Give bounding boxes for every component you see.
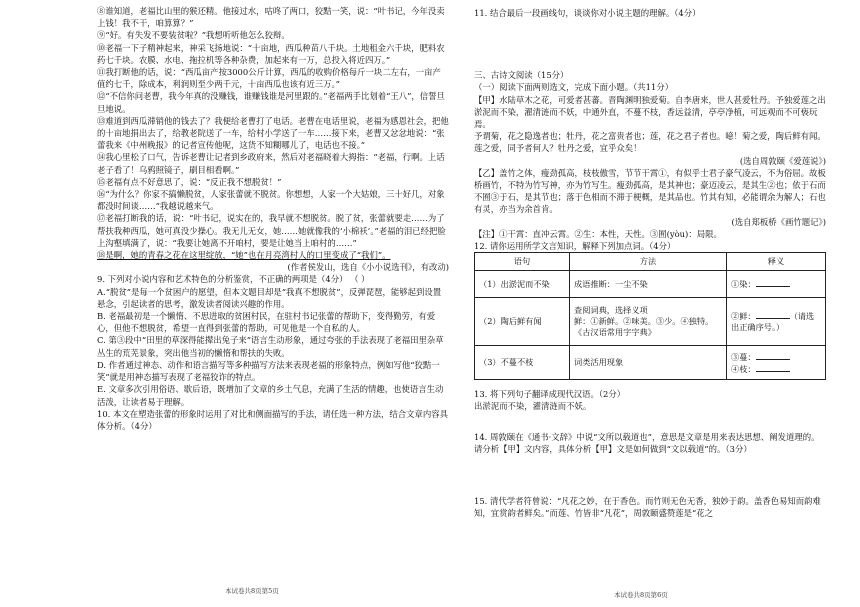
story-source: (作者侯发山，选自《小小说选刊》，有改动) [287,262,449,273]
row-2-answer: ②鲜： （请选出正确序号。） [727,298,826,346]
story-text [97,5,449,432]
para-14: ⑭我心里松了口气，告诉老曹让记者到乡政府来，然后对老福晓着大拇指：“老福，行啊。上话老子看了！乌鸦照镜子，刷目相看啊。” [97,152,445,175]
left-footer: 本试卷共8页第5页 [225,587,279,595]
answer-space-11 [474,19,826,69]
passage-yi: 【乙】盖竹之体，瘦劲孤高，枝枝傲雪，节节干霄①，有似乎士君子豪气凌云，不为俗屈。故板桥画竹，不特为竹写神，亦为竹写生。瘦劲孤高，是其神也；豪迈凌云，是其生②也；依于石而不囿③于石，是其节也；落于色相而不滞于梗概，是其品也。竹其有知，必能谓余为解人；石也有灵，亦当为余首肯。 [474,167,826,215]
question-14: 14. 周敦颐在《通书·文辞》中说“文所以载道也”，意思是文章是用来表达思想、阐发道理的。请分析【甲】文内容，具体分析【甲】文是如何做到“文以载道”的。（3分） [474,431,820,454]
question-10: 10. 本文在塑造张蕾的形象时运用了对比和侧面描写的手法，请任选一种方法，结合文章内容具体分析。（4分） [97,408,448,431]
row-2-method: 查阅词典，选择义项 鲜：①新鲜。②味美。③少。④独特。 《古汉语常用字字典》 [570,298,727,346]
question-9: 9. 下列对小说内容和艺术特色的分析鉴赏，不正确的两项是（4分） （ ） [97,274,370,285]
para-16: ⑯“为什么？你家不搞懒脱贫，人家张蕾就不脱贫。你想想，人家一个大姑娘，三十好几，对象都没时间谈……”我越说越来气。 [97,189,445,212]
passage-jia-2: 予谓菊，花之隐逸者也；牡丹，花之富贵者也；莲，花之君子者也。噫！菊之爱，陶后鲜有闻。莲之爱，同予者何人？牡丹之爱，宜乎众矣！ [474,131,826,154]
jia-source: (选自周敦颐《爱莲说》) [739,155,826,166]
yi-label: 【乙】 [474,167,500,178]
row-2-sentence: （2）陶后鲜有闻 [475,298,570,346]
answer-blank-1[interactable] [756,278,790,287]
answer-blank-2[interactable] [756,310,790,319]
vocab-table [474,252,826,380]
table-row [475,271,826,298]
q13-sentence: 出淤泥而不染，濯清涟而不妖。 [474,401,592,412]
q9-option-d: D. 作者通过神态、动作和语言描写等多种描写方法来表现老福的形象特点，例如写他“狡黠一笑”就是用神态描写表现了老福狡诈的特点。 [97,359,440,383]
answer-blank-3[interactable] [756,351,790,360]
table-header-row [475,253,826,271]
passage-jia: 【甲】水陆草木之花，可爱者甚蕃。晋陶渊明独爱菊。自李唐来，世人甚爱牡丹。予独爱莲之出淤泥而不染，濯清涟而不妖，中通外直，不蔓不枝，香远益清，亭亭净植，可远观而不可亵玩焉。 [474,94,826,130]
table-row [475,298,826,346]
col-header-meaning: 释义 [727,253,826,271]
para-12: ⑫“不信你问老曹，我今年真的没赚钱，谁赚钱谁是河里跟的。”老福两手比划着“王八”，信誓旦旦地说。 [97,91,445,114]
table-row [475,346,826,380]
q9-option-e: E. 文章多次引用俗语、歇后语，既增加了文章的乡土气息，充满了生活的情趣，也使语言生动活泼，让读者易于理解。 [97,384,444,407]
row-1-method: 成语推断：一尘不染 [570,271,727,298]
answer-blank-4[interactable] [756,363,790,372]
row-1-sentence: （1）出淤泥而不染 [475,271,570,298]
para-13: ⑬难道到西瓜滞销他的钱去了？我便给老曹打了电话。老曹在电话里说，老福为感恩社会，把他的十亩地捐出去了，给教老院送了一车，给村小学送了一车……接下来，老曹又忿忿地说：“张蕾我来《中州晚报》的记者宣传他呢，这货不知糊哪儿了，电话也不接。” [97,115,449,151]
question-15: 15. 清代学者符曾说：“凡花之妙，在于香色。而竹则无色无香，独妙于韵。盖香色易知而韵难知，宜赏韵者鲜矣。”而莲、竹皆非“凡花”，周敦颐盛赞莲是“花之 [474,496,821,519]
row-3-answer: ③蔓： ④枝： [727,346,826,380]
para-8: ⑧谁知道，老福比山里的猴还精。他接过水，咕咚了两口，狡黠一笑，说：“叶书记，今年没卖上钱！我不干，咱算算？” [97,6,445,29]
answer-space-13 [474,413,826,431]
para-11: ⑪我打断他的话，说：“西瓜亩产按3000公斤计算，西瓜的收购价格每斤一块二左右，一亩产值约七千，除成本，利润则至少两千元，十亩西瓜也该有近三万。” [97,67,441,90]
para-15: ⑮老福有点不好意思了，说：“反正我不想脱贫！” [97,176,282,187]
para-9: ⑨“好。有失发不要装贫啦？”我想听听他怎么狡辩。 [97,30,290,41]
right-footer: 本试卷共8页第6页 [614,591,668,599]
q9-option-a: A.“脱贫”是每一个贫困户的愿望，但本文题目却是“我真不想脱贫”，反弹琵琶，能够起到设置悬念，引起读者的思考，激发读者阅读兴趣的作用。 [97,286,442,309]
q9-option-c: C. 第③段中“田里的草深得能撵出兔子来”语言生动形象，通过夸张的手法表现了老福田里杂草丛生的荒芜景象，突出他当初的懒惰和帮扶的失败。 [97,335,444,358]
right-content [474,7,826,519]
answer-space-14 [474,455,826,495]
row-3-sentence: （3）不蔓不枝 [475,346,570,380]
para-10: ⑩老福一下子精神起来，神采飞扬地说：“十亩地，西瓜种苗八千块。土地租金六千块，肥料农药七千块。农膜、水电、拖拉机等各种杂费，加起来有一万，总投入将近四万。” [97,42,445,65]
col-header-method: 方法 [570,253,727,271]
section-heading: 三、古诗文阅读（15分） [474,70,569,81]
jia-label: 【甲】 [474,94,500,105]
question-12: 12. 请你运用所学文言知识，解释下列加点词。（4分） [474,241,676,252]
sub-heading: （一）阅读下面两则选文，完成下面小题。（共11分） [474,82,674,93]
col-header-sentence: 语句 [475,253,570,271]
annotation-note: 【注】①干霄：直冲云霄。②生：本性，天性。③囿(yòu)：局限。 [474,228,722,239]
yi-source: (选自郑板桥《画竹题记》) [731,216,826,227]
question-13: 13. 将下列句子翻译成现代汉语。（2分） [474,389,626,400]
para-17: ⑰老福打断我的话，说：“叶书记，说实在的，我早就不想脱贫。脱了贫，张蕾就要走……为了帮扶我种西瓜，她可真没少操心。我无儿无女，她……她就像我的‘小棉袄’。”老福的泪已经把脸上沟壑填满了，说：“我要让她离不开咱村，要是让她当上咱村的……” [97,213,446,248]
row-3-method: 词类活用现象 [570,346,727,380]
para-18: ⑱是啊，她的青春之花在这里绽放，“她”也在月亮湾村人的口里变成了“我们”。 [97,250,391,261]
q9-option-b: B. 老福最初是一个懒惰、不思进取的贫困村民，在驻村书记张蕾的帮助下，变得勤劳，有爱心，但他不想脱贫，希望一直得到张蕾的帮助，可见他是一个自私的人。 [97,311,436,334]
row-1-answer: ①染： [727,271,826,298]
question-11: 11. 结合最后一段画线句，谈谈你对小说主题的理解。（4分） [474,8,701,18]
